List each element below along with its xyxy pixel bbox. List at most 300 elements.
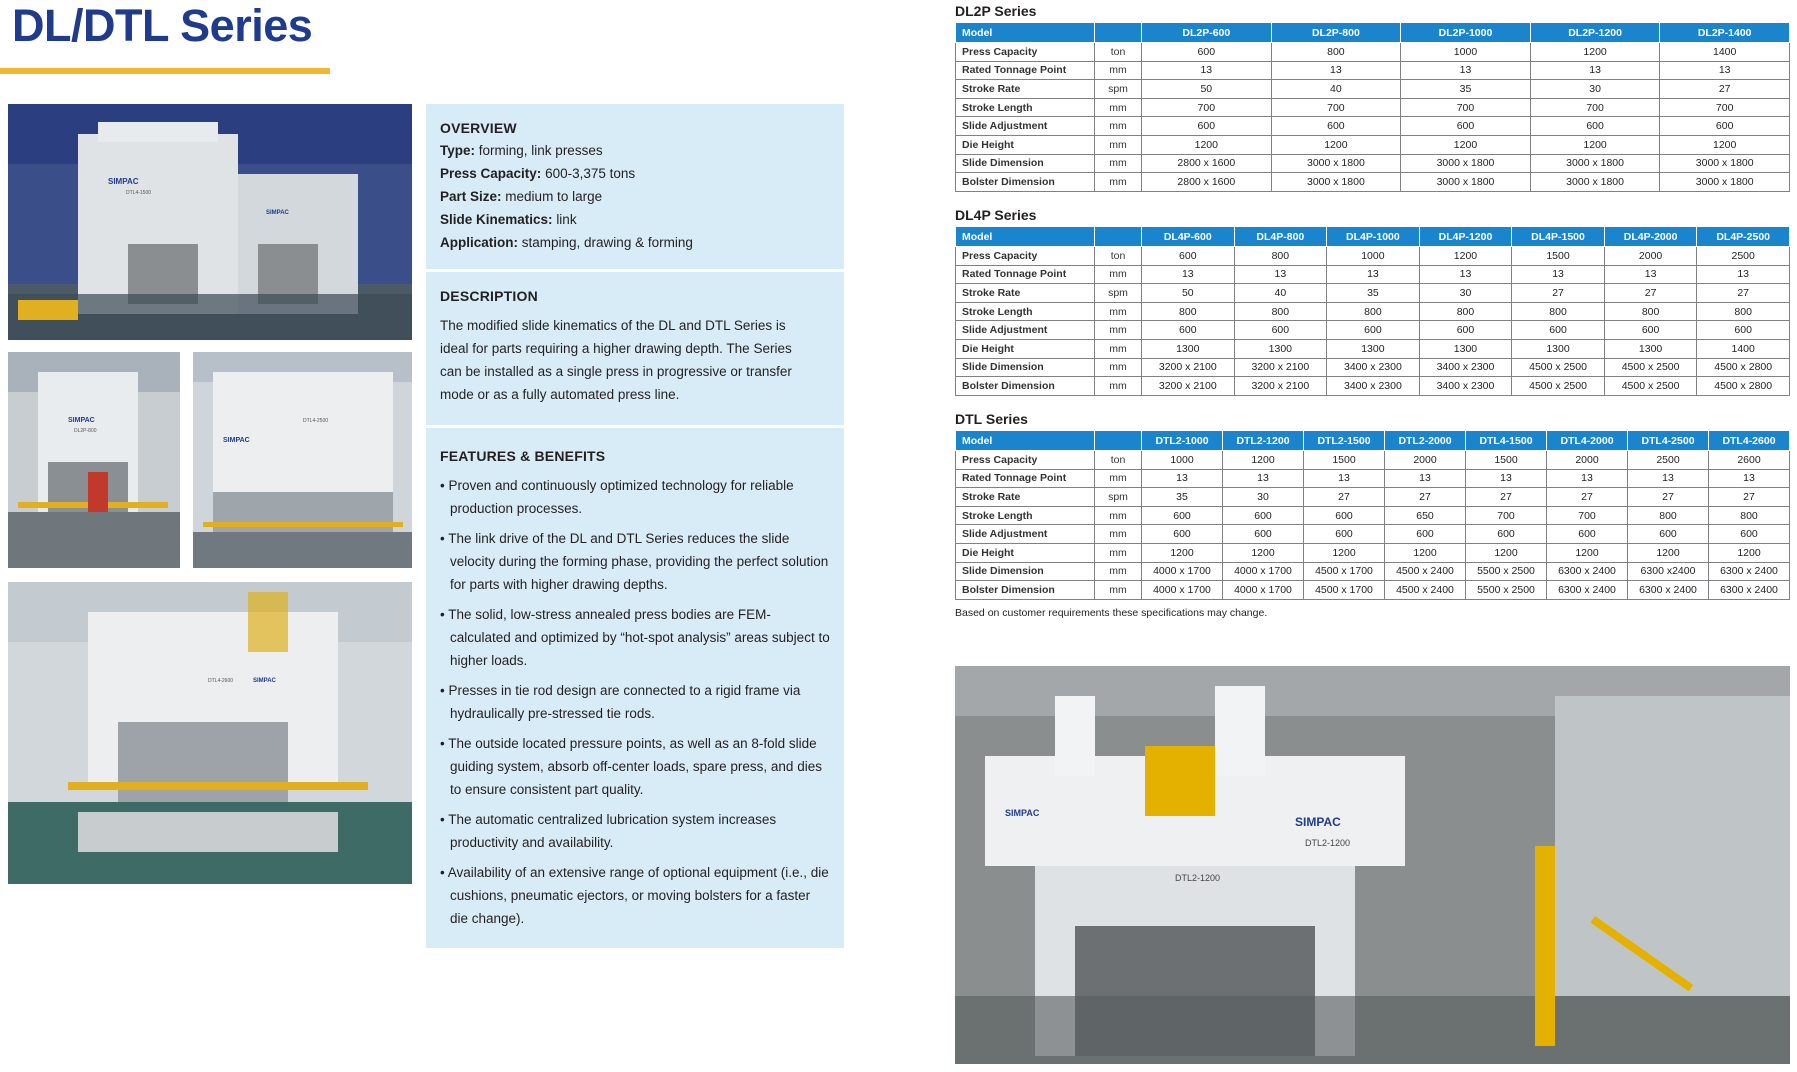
table-cell: 6300 x 2400 bbox=[1628, 581, 1709, 600]
table-cell: 13 bbox=[1547, 469, 1628, 488]
table-cell: 4500 x 1700 bbox=[1304, 581, 1385, 600]
table-cell: 35 bbox=[1142, 488, 1223, 507]
header-model-name: DL4P-1500 bbox=[1512, 227, 1605, 247]
row-unit: mm bbox=[1095, 302, 1142, 321]
table-cell: 1200 bbox=[1628, 543, 1709, 562]
header-model-name: DTL2-1200 bbox=[1223, 431, 1304, 451]
row-label: Stroke Length bbox=[956, 98, 1095, 117]
dl2p-spec-table bbox=[955, 22, 1790, 192]
row-unit: mm bbox=[1095, 98, 1142, 117]
table-cell: 600 bbox=[1234, 321, 1327, 340]
table-cell: 27 bbox=[1628, 488, 1709, 507]
table-row bbox=[956, 154, 1790, 173]
photo-5-brand-label: SIMPAC bbox=[1005, 808, 1040, 818]
table-cell: 1500 bbox=[1304, 451, 1385, 470]
table-cell: 13 bbox=[1628, 469, 1709, 488]
header-model-label: Model bbox=[956, 227, 1095, 247]
table-cell: 600 bbox=[1142, 525, 1223, 544]
table-cell: 600 bbox=[1304, 525, 1385, 544]
table-cell: 1300 bbox=[1327, 339, 1420, 358]
table-cell: 13 bbox=[1604, 265, 1697, 284]
header-model-name: DTL4-2000 bbox=[1547, 431, 1628, 451]
table-cell: 13 bbox=[1304, 469, 1385, 488]
table-cell: 700 bbox=[1547, 506, 1628, 525]
table-cell: 700 bbox=[1660, 98, 1790, 117]
table-cell: 13 bbox=[1385, 469, 1466, 488]
row-label: Stroke Rate bbox=[956, 80, 1095, 99]
press-photo-3 bbox=[193, 352, 412, 568]
table-cell: 600 bbox=[1547, 525, 1628, 544]
table-cell: 4500 x 2500 bbox=[1604, 377, 1697, 396]
table-row bbox=[956, 469, 1790, 488]
row-label: Slide Dimension bbox=[956, 562, 1095, 581]
table-cell: 13 bbox=[1401, 61, 1531, 80]
table-cell: 600 bbox=[1604, 321, 1697, 340]
table-cell: 3000 x 1800 bbox=[1530, 154, 1660, 173]
table-cell: 3400 x 2300 bbox=[1327, 358, 1420, 377]
press-photo-2 bbox=[8, 352, 180, 568]
table-cell: 650 bbox=[1385, 506, 1466, 525]
table-row bbox=[956, 562, 1790, 581]
features-list bbox=[440, 474, 830, 937]
row-label: Die Height bbox=[956, 543, 1095, 562]
header-model-name: DTL4-2500 bbox=[1628, 431, 1709, 451]
table-cell: 3000 x 1800 bbox=[1401, 173, 1531, 192]
overview-application: Application: stamping, drawing & forming bbox=[440, 235, 693, 250]
header-model-name: DL2P-600 bbox=[1142, 23, 1272, 43]
table-cell: 800 bbox=[1234, 247, 1327, 266]
table-cell: 2500 bbox=[1697, 247, 1790, 266]
table-cell: 13 bbox=[1466, 469, 1547, 488]
photo-4-brand-label: SIMPAC bbox=[253, 678, 276, 684]
table-cell: 2800 x 1600 bbox=[1142, 173, 1272, 192]
table-cell: 3000 x 1800 bbox=[1401, 154, 1531, 173]
row-label: Bolster Dimension bbox=[956, 377, 1095, 396]
table-cell: 13 bbox=[1223, 469, 1304, 488]
table-row bbox=[956, 506, 1790, 525]
table-row bbox=[956, 98, 1790, 117]
table-cell: 13 bbox=[1697, 265, 1790, 284]
table-cell: 700 bbox=[1530, 98, 1660, 117]
photo-5-model-label: DTL2-1200 bbox=[1175, 873, 1221, 883]
table-cell: 13 bbox=[1327, 265, 1420, 284]
table-cell: 600 bbox=[1697, 321, 1790, 340]
table-cell: 4500 x 2500 bbox=[1512, 377, 1605, 396]
table-cell: 3200 x 2100 bbox=[1234, 377, 1327, 396]
table-row bbox=[956, 61, 1790, 80]
row-label: Stroke Length bbox=[956, 302, 1095, 321]
table-cell: 600 bbox=[1271, 117, 1401, 136]
table-cell: 30 bbox=[1223, 488, 1304, 507]
photo-1-brand-label-2: SIMPAC bbox=[266, 210, 289, 216]
row-unit: mm bbox=[1095, 173, 1142, 192]
table-row bbox=[956, 173, 1790, 192]
table-cell: 27 bbox=[1512, 284, 1605, 303]
photo-1-brand-label: SIMPAC bbox=[108, 177, 139, 186]
table-cell: 600 bbox=[1660, 117, 1790, 136]
table-cell: 1300 bbox=[1604, 339, 1697, 358]
table-cell: 40 bbox=[1234, 284, 1327, 303]
row-label: Press Capacity bbox=[956, 43, 1095, 62]
table-cell: 2600 bbox=[1709, 451, 1790, 470]
table-cell: 1400 bbox=[1697, 339, 1790, 358]
table-cell: 1300 bbox=[1419, 339, 1512, 358]
table-row bbox=[956, 321, 1790, 340]
title-underline bbox=[0, 68, 330, 74]
table-row bbox=[956, 488, 1790, 507]
table-cell: 800 bbox=[1512, 302, 1605, 321]
row-label: Rated Tonnage Point bbox=[956, 61, 1095, 80]
photo-1-model-label: DTL4-1500 bbox=[126, 190, 152, 196]
header-model-name: DL2P-800 bbox=[1271, 23, 1401, 43]
table-cell: 3000 x 1800 bbox=[1660, 173, 1790, 192]
table-row bbox=[956, 117, 1790, 136]
header-model-name: DTL4-1500 bbox=[1466, 431, 1547, 451]
table-cell: 27 bbox=[1604, 284, 1697, 303]
table-row bbox=[956, 247, 1790, 266]
header-model-name: DTL2-1500 bbox=[1304, 431, 1385, 451]
overview-type: Type: forming, link presses bbox=[440, 143, 603, 158]
features-heading: FEATURES & BENEFITS bbox=[440, 448, 606, 464]
info-panel bbox=[426, 104, 844, 948]
table-cell: 13 bbox=[1234, 265, 1327, 284]
row-unit: ton bbox=[1095, 247, 1142, 266]
table-cell: 600 bbox=[1530, 117, 1660, 136]
table-row bbox=[956, 358, 1790, 377]
table-cell: 2800 x 1600 bbox=[1142, 154, 1272, 173]
header-model-name: DL4P-2500 bbox=[1697, 227, 1790, 247]
table-cell: 800 bbox=[1709, 506, 1790, 525]
table-cell: 6300 x 2400 bbox=[1709, 562, 1790, 581]
row-label: Slide Adjustment bbox=[956, 321, 1095, 340]
row-unit: mm bbox=[1095, 61, 1142, 80]
feature-item: • The automatic centralized lubrication system increases productivity and availability. bbox=[440, 812, 777, 850]
table-cell: 1200 bbox=[1530, 43, 1660, 62]
header-model-name: DL4P-2000 bbox=[1604, 227, 1697, 247]
row-unit: ton bbox=[1095, 451, 1142, 470]
table-cell: 4500 x 1700 bbox=[1304, 562, 1385, 581]
table-cell: 600 bbox=[1142, 247, 1235, 266]
table-cell: 4500 x 2400 bbox=[1385, 562, 1466, 581]
press-photo-4 bbox=[8, 582, 412, 884]
table-cell: 3400 x 2300 bbox=[1419, 358, 1512, 377]
row-unit: ton bbox=[1095, 43, 1142, 62]
table-cell: 600 bbox=[1142, 506, 1223, 525]
table-cell: 30 bbox=[1530, 80, 1660, 99]
table-cell: 13 bbox=[1142, 469, 1223, 488]
table-cell: 13 bbox=[1142, 265, 1235, 284]
header-model-label: Model bbox=[956, 431, 1095, 451]
table-header-row bbox=[956, 227, 1790, 247]
section-divider bbox=[426, 425, 844, 428]
table-cell: 4500 x 2500 bbox=[1604, 358, 1697, 377]
photo-3-model-label: DTL4-2500 bbox=[303, 418, 329, 424]
dl4p-spec-table bbox=[955, 226, 1790, 396]
table-row bbox=[956, 265, 1790, 284]
table-cell: 13 bbox=[1512, 265, 1605, 284]
header-unit-cell bbox=[1095, 227, 1142, 247]
table-cell: 13 bbox=[1142, 61, 1272, 80]
table-cell: 1300 bbox=[1234, 339, 1327, 358]
table-row bbox=[956, 451, 1790, 470]
header-model-name: DL4P-1200 bbox=[1419, 227, 1512, 247]
row-label: Stroke Rate bbox=[956, 488, 1095, 507]
table-cell: 700 bbox=[1271, 98, 1401, 117]
header-model-name: DTL4-2600 bbox=[1709, 431, 1790, 451]
table-cell: 800 bbox=[1327, 302, 1420, 321]
row-label: Slide Adjustment bbox=[956, 117, 1095, 136]
table-cell: 27 bbox=[1660, 80, 1790, 99]
table-cell: 600 bbox=[1628, 525, 1709, 544]
table-cell: 3000 x 1800 bbox=[1530, 173, 1660, 192]
dtl-spec-table bbox=[955, 430, 1790, 600]
table-cell: 4000 x 1700 bbox=[1223, 562, 1304, 581]
header-model-name: DL4P-600 bbox=[1142, 227, 1235, 247]
table-cell: 1000 bbox=[1401, 43, 1531, 62]
dl2p-series-title: DL2P Series bbox=[955, 3, 1037, 19]
dl4p-series-title: DL4P Series bbox=[955, 207, 1037, 223]
press-photo-5 bbox=[955, 666, 1790, 1064]
table-cell: 600 bbox=[1223, 525, 1304, 544]
feature-item: • Availability of an extensive range of optional equipment (i.e., die cushions, pneumatic ejectors, or moving bolsters for a faster die change). bbox=[440, 865, 829, 926]
table-cell: 4500 x 2800 bbox=[1697, 377, 1790, 396]
page-title: DL/DTL Series bbox=[12, 0, 313, 51]
table-cell: 700 bbox=[1466, 506, 1547, 525]
table-cell: 1200 bbox=[1304, 543, 1385, 562]
overview-part-size: Part Size: medium to large bbox=[440, 189, 603, 204]
table-cell: 3000 x 1800 bbox=[1271, 154, 1401, 173]
spec-note: Based on customer requirements these specifications may change. bbox=[955, 607, 1268, 619]
row-unit: mm bbox=[1095, 321, 1142, 340]
table-cell: 6300 x2400 bbox=[1628, 562, 1709, 581]
row-unit: mm bbox=[1095, 339, 1142, 358]
table-row bbox=[956, 135, 1790, 154]
table-row bbox=[956, 302, 1790, 321]
photo-2-model-label: DL2P-800 bbox=[74, 428, 97, 434]
table-cell: 35 bbox=[1327, 284, 1420, 303]
table-cell: 1500 bbox=[1466, 451, 1547, 470]
table-cell: 1300 bbox=[1142, 339, 1235, 358]
table-cell: 2000 bbox=[1385, 451, 1466, 470]
row-unit: mm bbox=[1095, 562, 1142, 581]
row-unit: mm bbox=[1095, 377, 1142, 396]
table-cell: 800 bbox=[1697, 302, 1790, 321]
table-cell: 3200 x 2100 bbox=[1142, 358, 1235, 377]
table-row bbox=[956, 543, 1790, 562]
table-cell: 600 bbox=[1419, 321, 1512, 340]
table-cell: 13 bbox=[1419, 265, 1512, 284]
table-row bbox=[956, 339, 1790, 358]
photo-3-brand-label: SIMPAC bbox=[223, 437, 250, 444]
row-label: Stroke Length bbox=[956, 506, 1095, 525]
table-cell: 4500 x 2500 bbox=[1512, 358, 1605, 377]
row-label: Rated Tonnage Point bbox=[956, 265, 1095, 284]
table-cell: 4000 x 1700 bbox=[1142, 562, 1223, 581]
table-cell: 13 bbox=[1530, 61, 1660, 80]
table-row bbox=[956, 284, 1790, 303]
table-cell: 1200 bbox=[1660, 135, 1790, 154]
table-cell: 3400 x 2300 bbox=[1327, 377, 1420, 396]
row-unit: mm bbox=[1095, 506, 1142, 525]
row-label: Bolster Dimension bbox=[956, 581, 1095, 600]
table-cell: 4000 x 1700 bbox=[1142, 581, 1223, 600]
table-cell: 3000 x 1800 bbox=[1271, 173, 1401, 192]
row-label: Bolster Dimension bbox=[956, 173, 1095, 192]
row-label: Slide Dimension bbox=[956, 154, 1095, 173]
feature-item: • Presses in tie rod design are connected to a rigid frame via hydraulically pre-stressed tie rods. bbox=[440, 683, 801, 721]
table-cell: 600 bbox=[1304, 506, 1385, 525]
header-model-name: DTL2-2000 bbox=[1385, 431, 1466, 451]
table-cell: 1200 bbox=[1419, 247, 1512, 266]
row-unit: spm bbox=[1095, 488, 1142, 507]
header-model-label: Model bbox=[956, 23, 1095, 43]
table-cell: 600 bbox=[1223, 506, 1304, 525]
table-cell: 1200 bbox=[1466, 543, 1547, 562]
table-cell: 50 bbox=[1142, 80, 1272, 99]
table-cell: 3200 x 2100 bbox=[1234, 358, 1327, 377]
table-cell: 4500 x 2800 bbox=[1697, 358, 1790, 377]
row-unit: mm bbox=[1095, 581, 1142, 600]
table-cell: 6300 x 2400 bbox=[1547, 562, 1628, 581]
table-cell: 4000 x 1700 bbox=[1223, 581, 1304, 600]
table-cell: 4500 x 2400 bbox=[1385, 581, 1466, 600]
table-cell: 3400 x 2300 bbox=[1419, 377, 1512, 396]
table-cell: 27 bbox=[1709, 488, 1790, 507]
photo-2-brand-label: SIMPAC bbox=[68, 417, 95, 424]
table-cell: 800 bbox=[1628, 506, 1709, 525]
row-unit: spm bbox=[1095, 284, 1142, 303]
table-cell: 1200 bbox=[1223, 543, 1304, 562]
table-cell: 600 bbox=[1401, 117, 1531, 136]
table-cell: 13 bbox=[1660, 61, 1790, 80]
table-cell: 1500 bbox=[1512, 247, 1605, 266]
table-cell: 600 bbox=[1142, 321, 1235, 340]
table-cell: 27 bbox=[1304, 488, 1385, 507]
overview-heading: OVERVIEW bbox=[440, 120, 517, 136]
table-cell: 50 bbox=[1142, 284, 1235, 303]
feature-item: • The outside located pressure points, as well as an 8-fold slide guiding system, absorb off-center loads, spare press, and dies to ensure consistent part quality. bbox=[440, 736, 822, 797]
header-unit-cell bbox=[1095, 431, 1142, 451]
header-model-name: DL2P-1000 bbox=[1401, 23, 1531, 43]
table-cell: 1400 bbox=[1660, 43, 1790, 62]
table-cell: 800 bbox=[1604, 302, 1697, 321]
table-cell: 1200 bbox=[1142, 543, 1223, 562]
row-unit: mm bbox=[1095, 117, 1142, 136]
row-label: Press Capacity bbox=[956, 451, 1095, 470]
press-photo-1 bbox=[8, 104, 412, 340]
header-unit-cell bbox=[1095, 23, 1142, 43]
table-cell: 1200 bbox=[1401, 135, 1531, 154]
row-label: Slide Dimension bbox=[956, 358, 1095, 377]
table-row bbox=[956, 581, 1790, 600]
table-cell: 1200 bbox=[1223, 451, 1304, 470]
table-cell: 30 bbox=[1419, 284, 1512, 303]
table-cell: 600 bbox=[1466, 525, 1547, 544]
table-cell: 13 bbox=[1271, 61, 1401, 80]
row-label: Rated Tonnage Point bbox=[956, 469, 1095, 488]
table-cell: 27 bbox=[1466, 488, 1547, 507]
table-cell: 2000 bbox=[1604, 247, 1697, 266]
photo-5-brand-label-2: SIMPAC bbox=[1295, 815, 1341, 829]
section-divider bbox=[426, 269, 844, 272]
table-cell: 1200 bbox=[1709, 543, 1790, 562]
table-cell: 700 bbox=[1142, 98, 1272, 117]
table-cell: 35 bbox=[1401, 80, 1531, 99]
table-cell: 1200 bbox=[1385, 543, 1466, 562]
table-cell: 6300 x 2400 bbox=[1547, 581, 1628, 600]
row-unit: mm bbox=[1095, 543, 1142, 562]
feature-item: • The solid, low-stress annealed press bodies are FEM-calculated and optimized by “hot-spot analysis” areas subject to higher loads. bbox=[440, 607, 830, 668]
table-cell: 1000 bbox=[1142, 451, 1223, 470]
header-model-name: DL4P-1000 bbox=[1327, 227, 1420, 247]
dtl-series-title: DTL Series bbox=[955, 411, 1028, 427]
table-cell: 27 bbox=[1697, 284, 1790, 303]
table-row bbox=[956, 80, 1790, 99]
table-cell: 40 bbox=[1271, 80, 1401, 99]
table-cell: 800 bbox=[1234, 302, 1327, 321]
table-cell: 3000 x 1800 bbox=[1660, 154, 1790, 173]
header-model-name: DTL2-1000 bbox=[1142, 431, 1223, 451]
table-cell: 1300 bbox=[1512, 339, 1605, 358]
table-cell: 600 bbox=[1512, 321, 1605, 340]
row-unit: mm bbox=[1095, 135, 1142, 154]
overview-slide-kinematics: Slide Kinematics: link bbox=[440, 212, 577, 227]
table-cell: 1000 bbox=[1327, 247, 1420, 266]
row-unit: mm bbox=[1095, 265, 1142, 284]
table-cell: 600 bbox=[1142, 117, 1272, 136]
table-cell: 27 bbox=[1385, 488, 1466, 507]
row-unit: mm bbox=[1095, 358, 1142, 377]
row-label: Die Height bbox=[956, 135, 1095, 154]
table-cell: 600 bbox=[1142, 43, 1272, 62]
row-label: Slide Adjustment bbox=[956, 525, 1095, 544]
table-header-row bbox=[956, 431, 1790, 451]
table-cell: 600 bbox=[1709, 525, 1790, 544]
row-unit: mm bbox=[1095, 154, 1142, 173]
table-cell: 600 bbox=[1327, 321, 1420, 340]
table-cell: 5500 x 2500 bbox=[1466, 562, 1547, 581]
feature-item: • Proven and continuously optimized technology for reliable production processes. bbox=[440, 478, 794, 516]
overview-press-capacity: Press Capacity: 600-3,375 tons bbox=[440, 166, 636, 181]
table-cell: 800 bbox=[1419, 302, 1512, 321]
table-cell: 1200 bbox=[1271, 135, 1401, 154]
table-row bbox=[956, 525, 1790, 544]
description-heading: DESCRIPTION bbox=[440, 288, 538, 304]
table-cell: 800 bbox=[1142, 302, 1235, 321]
table-cell: 1200 bbox=[1530, 135, 1660, 154]
row-unit: spm bbox=[1095, 80, 1142, 99]
table-cell: 2500 bbox=[1628, 451, 1709, 470]
table-row bbox=[956, 377, 1790, 396]
photo-4-model-label: DTL4-2600 bbox=[208, 678, 234, 684]
row-label: Stroke Rate bbox=[956, 284, 1095, 303]
row-unit: mm bbox=[1095, 469, 1142, 488]
photo-5-model-label-2: DTL2-1200 bbox=[1305, 838, 1351, 848]
table-header-row bbox=[956, 23, 1790, 43]
row-label: Die Height bbox=[956, 339, 1095, 358]
header-model-name: DL4P-800 bbox=[1234, 227, 1327, 247]
table-cell: 1200 bbox=[1142, 135, 1272, 154]
table-cell: 800 bbox=[1271, 43, 1401, 62]
row-unit: mm bbox=[1095, 525, 1142, 544]
table-row bbox=[956, 43, 1790, 62]
table-cell: 600 bbox=[1385, 525, 1466, 544]
feature-item: • The link drive of the DL and DTL Series reduces the slide velocity during the forming phase, providing the perfect solution for parts with higher drawing depths. bbox=[440, 531, 829, 592]
table-cell: 1200 bbox=[1547, 543, 1628, 562]
header-model-name: DL2P-1400 bbox=[1660, 23, 1790, 43]
table-cell: 27 bbox=[1547, 488, 1628, 507]
header-model-name: DL2P-1200 bbox=[1530, 23, 1660, 43]
